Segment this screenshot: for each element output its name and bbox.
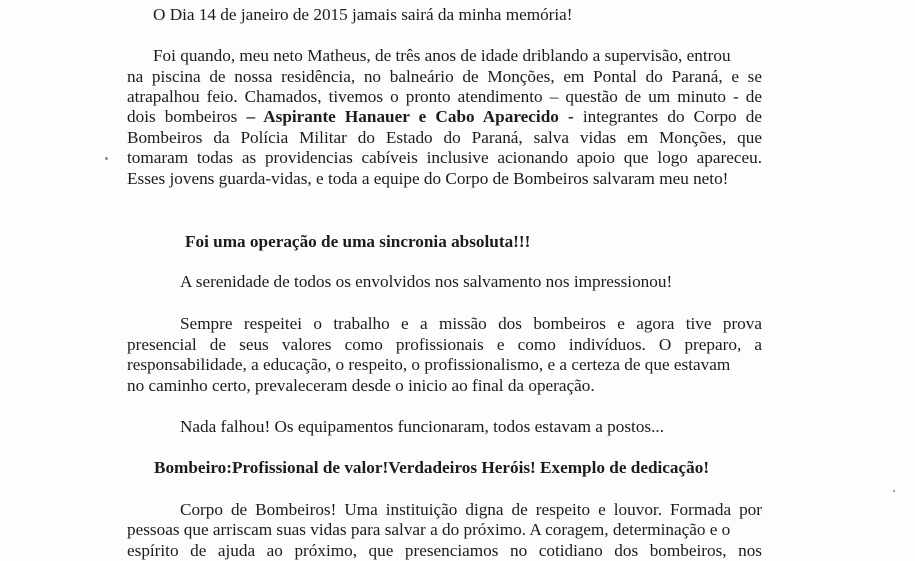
para1-line4-start: dois bombeiros [127,107,247,126]
scan-speck [105,157,108,160]
para1-line1: Foi quando, meu neto Matheus, de três anos de idade driblando a supervisão, entrou [153,46,731,65]
para1-line5: Bombeiros da Polícia Militar do Estado do Paraná, salva vidas em Monções, que [127,128,762,147]
para1-line3: atrapalhou feio. Chamados, tivemos o pronto atendimento – questão de um minuto - de [127,87,762,106]
para3-line2: presencial de seus valores como profissionais e como indivíduos. O preparo, a [127,335,762,354]
para5-line1: Corpo de Bombeiros! Uma instituição digna de respeito e louvor. Formada por [180,500,762,519]
para2-line: A serenidade de todos os envolvidos nos salvamento nos impressionou! [180,272,673,291]
heading-bombeiro: Bombeiro:Profissional de valor!Verdadeiros Heróis! Exemplo de dedicação! [154,458,710,477]
para4-line: Nada falhou! Os equipamentos funcionaram, todos estavam a postos... [180,417,664,436]
heading-sincronia: Foi uma operação de uma sincronia absoluta!!! [185,232,531,251]
para1-line6: tomaram todas as providencias cabíveis inclusive acionando apoio que logo apareceu. [127,148,762,167]
para3-line3: responsabilidade, a educação, o respeito, o profissionalismo, e a certeza de que estavam [127,355,731,374]
scan-speck [893,490,895,492]
para1-line4 [127,107,762,127]
para5-line3: espírito de ajuda ao próximo, que presenciamos no cotidiano dos bombeiros, nos [127,541,762,560]
para3-line1: Sempre respeitei o trabalho e a missão dos bombeiros e agora tive prova [180,314,762,333]
para1-line7: Esses jovens guarda-vidas, e toda a equipe do Corpo de Bombeiros salvaram meu neto! [127,169,729,188]
opening-line: O Dia 14 de janeiro de 2015 jamais sairá da minha memória! [153,5,573,24]
para5-line2: pessoas que arriscam suas vidas para salvar a do próximo. A coragem, determinação e o [127,520,731,539]
para1-line4-end: integrantes do Corpo de [573,107,762,126]
para3-line4: no caminho certo, prevaleceram desde o inicio ao final da operação. [127,376,595,395]
para1-line2: na piscina de nossa residência, no balneário de Monções, em Pontal do Paraná, e se [127,67,762,86]
firefighter-names: – Aspirante Hanauer e Cabo Aparecido - [246,107,574,126]
